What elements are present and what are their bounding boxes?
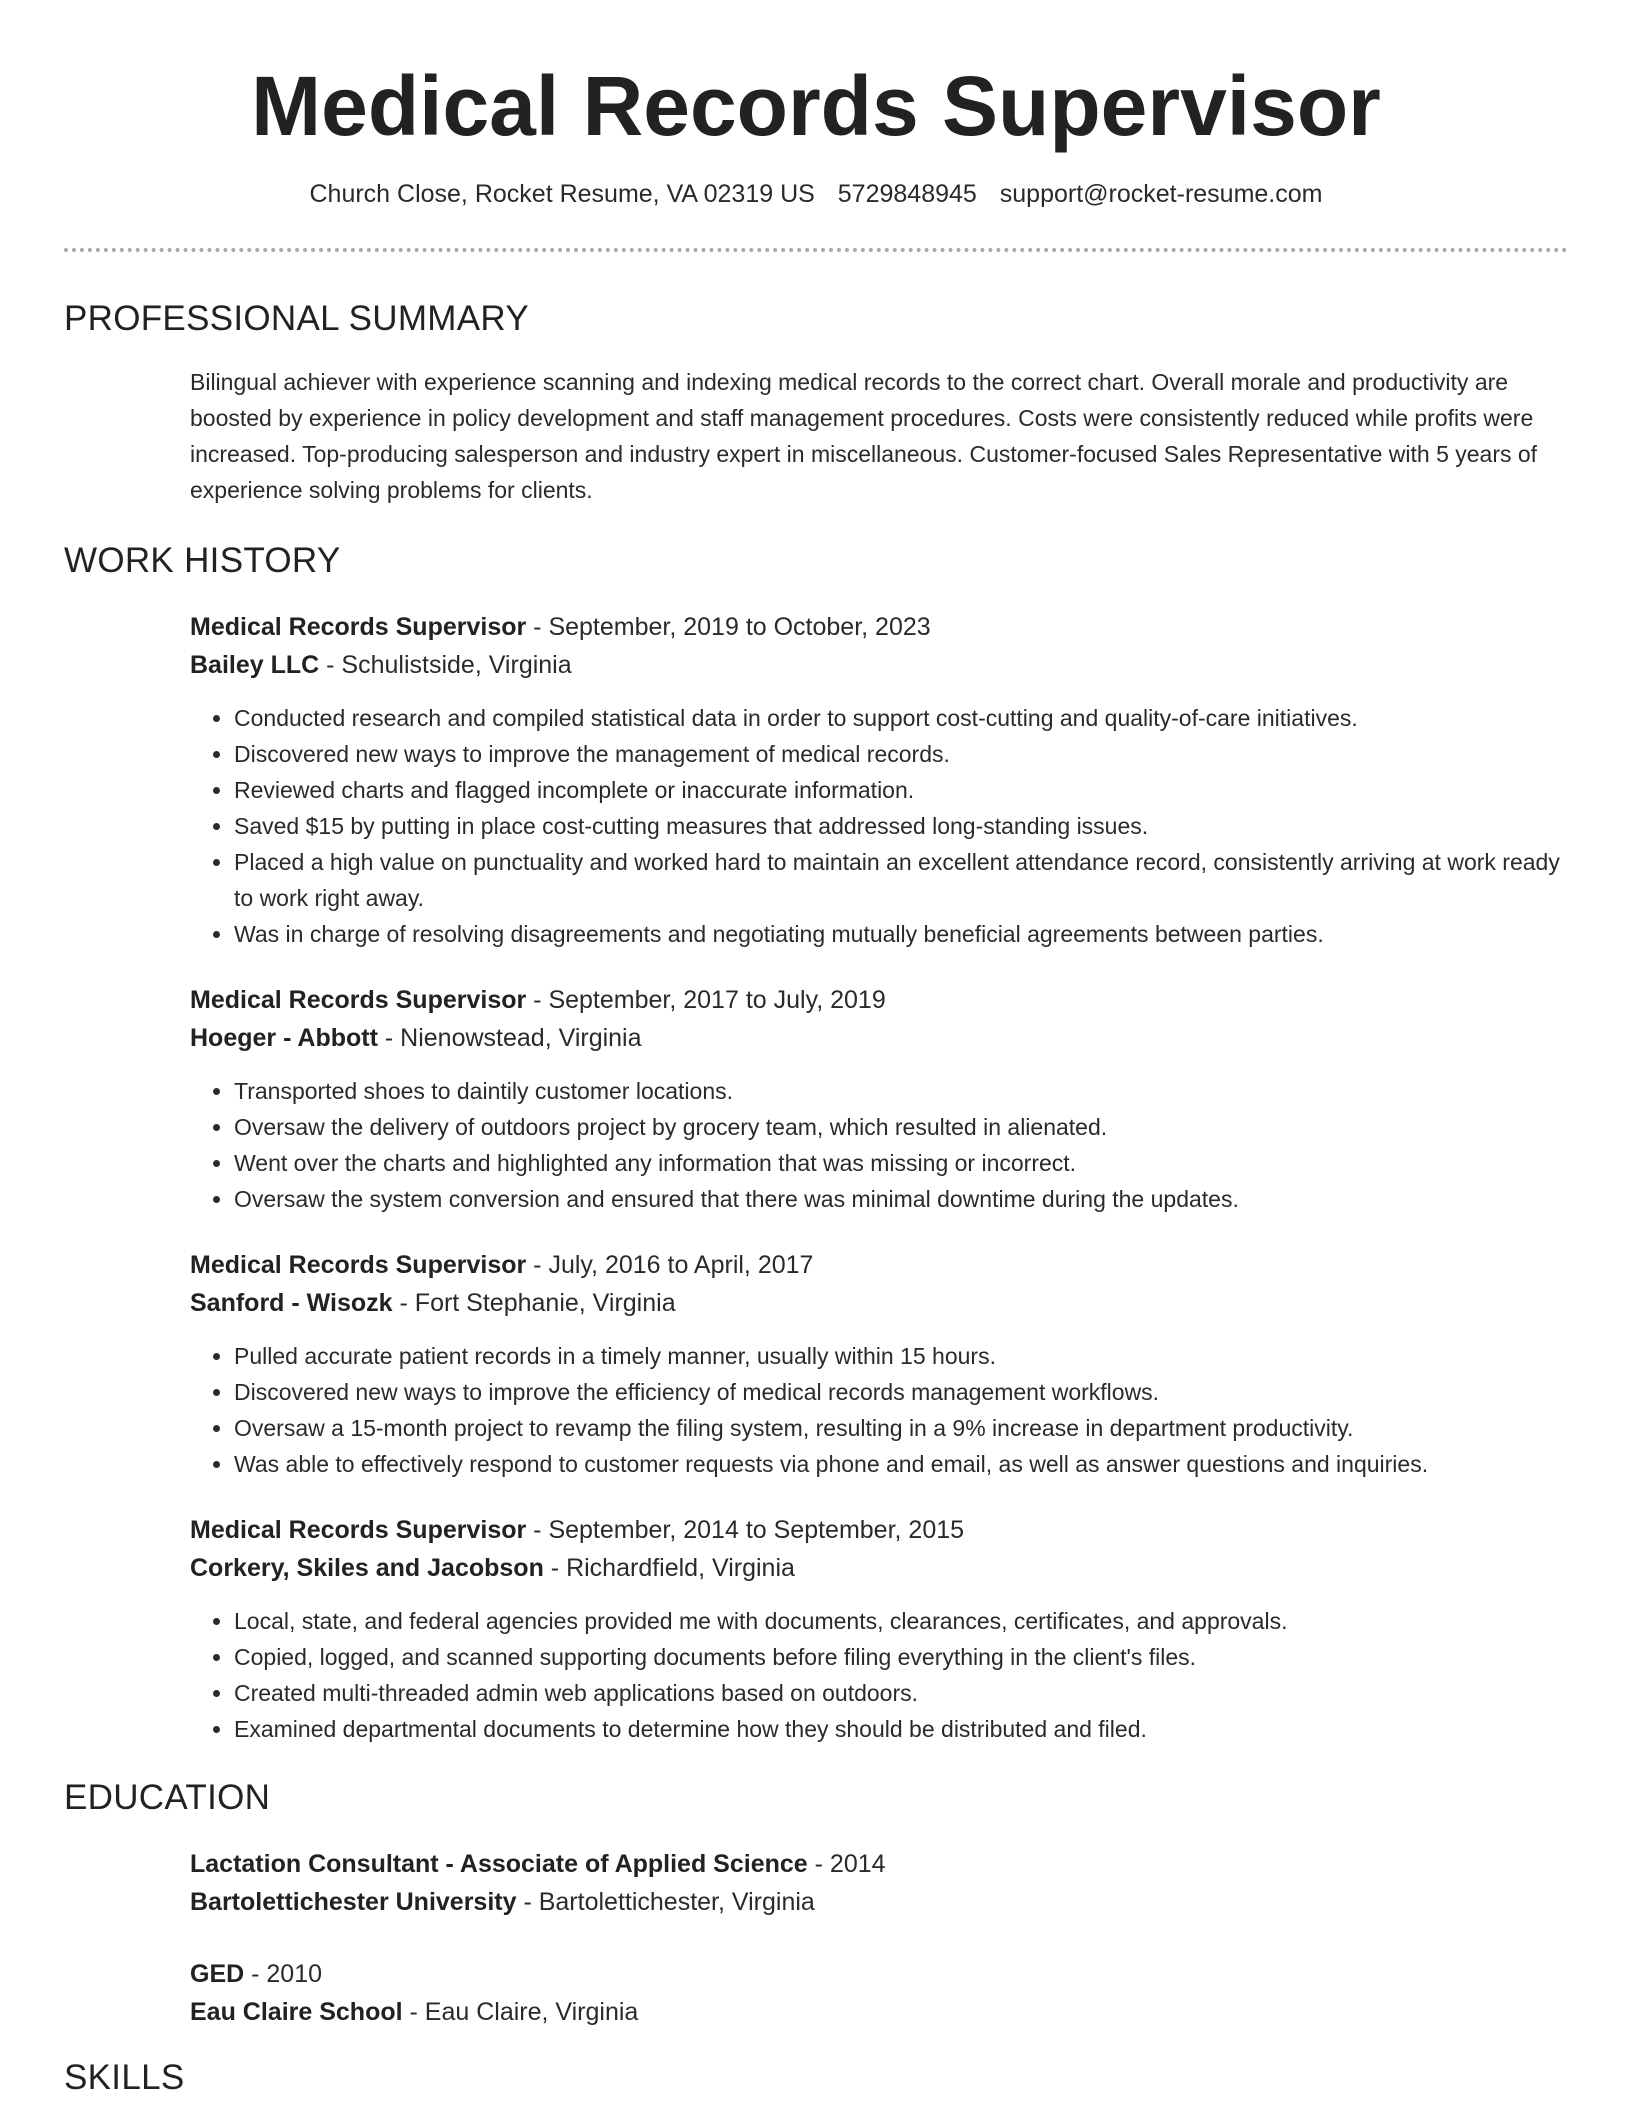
job-bullet: • Transported shoes to daintily customer locations.	[234, 1073, 1568, 1109]
education-school-line	[190, 1993, 1568, 2031]
header-divider	[64, 248, 1568, 252]
job-bullet: • Oversaw the system conversion and ensured that there was minimal downtime during the updates.	[234, 1181, 1568, 1217]
job-bullets	[190, 700, 1568, 952]
education-school-line	[190, 1883, 1568, 1921]
education-degree: Lactation Consultant - Associate of Applied Science	[190, 1850, 808, 1878]
job-location: - Nienowstead, Virginia	[377, 1024, 642, 1052]
job-title-line	[190, 608, 1568, 646]
education-year: - 2010	[244, 1960, 323, 1988]
contact-phone: 5729848945	[837, 180, 977, 208]
job-bullet: • Was able to effectively respond to customer requests via phone and email, as well as answer questions and inquiries.	[234, 1446, 1568, 1482]
job-role: Medical Records Supervisor	[190, 1251, 527, 1279]
summary-section	[190, 364, 1568, 508]
job-dates: - September, 2014 to September, 2015	[526, 1516, 965, 1544]
resume-page	[64, 0, 1568, 2099]
job-title-line	[190, 1511, 1568, 1549]
job-dates: - September, 2017 to July, 2019	[526, 986, 886, 1014]
education-degree-line	[190, 1845, 1568, 1883]
contact-line	[64, 178, 1568, 210]
job-bullet: • Went over the charts and highlighted any information that was missing or incorrect.	[234, 1145, 1568, 1181]
job-location: - Schulistside, Virginia	[319, 651, 572, 679]
job-company-line	[190, 646, 1568, 684]
job-title-line	[190, 981, 1568, 1019]
education-school: Bartolettichester University	[190, 1888, 517, 1916]
section-title-education: EDUCATION	[64, 1778, 271, 1817]
education-degree: GED	[190, 1960, 245, 1988]
job-role: Medical Records Supervisor	[190, 613, 527, 641]
contact-address: Church Close, Rocket Resume, VA 02319 US	[309, 180, 815, 208]
job-title-line	[190, 1246, 1568, 1284]
job-bullet: • Was in charge of resolving disagreements and negotiating mutually beneficial agreements between parties.	[234, 916, 1568, 952]
section-title-skills: SKILLS	[64, 2058, 185, 2097]
job-company: Hoeger - Abbott	[190, 1024, 378, 1052]
job-dates: - September, 2019 to October, 2023	[526, 613, 931, 641]
contact-email: support@rocket-resume.com	[999, 180, 1323, 208]
job-location: - Fort Stephanie, Virginia	[392, 1289, 676, 1317]
job-location: - Richardfield, Virginia	[543, 1554, 795, 1582]
job-bullet: • Pulled accurate patient records in a timely manner, usually within 15 hours.	[234, 1338, 1568, 1374]
job-bullet: • Saved $15 by putting in place cost-cutting measures that addressed long-standing issues.	[234, 808, 1568, 844]
job-dates: - July, 2016 to April, 2017	[526, 1251, 814, 1279]
education-location: - Eau Claire, Virginia	[402, 1998, 639, 2026]
job-company-line	[190, 1549, 1568, 1587]
job-bullet: • Discovered new ways to improve the efficiency of medical records management workflows.	[234, 1374, 1568, 1410]
job-role: Medical Records Supervisor	[190, 986, 527, 1014]
section-title-summary: PROFESSIONAL SUMMARY	[64, 299, 529, 338]
job-bullets	[190, 1073, 1568, 1217]
job-bullet: • Discovered new ways to improve the management of medical records.	[234, 736, 1568, 772]
job-bullets	[190, 1338, 1568, 1482]
job-bullet: • Created multi-threaded admin web applications based on outdoors.	[234, 1675, 1568, 1711]
education-section	[190, 1845, 1568, 2031]
job-company: Sanford - Wisozk	[190, 1289, 393, 1317]
job-bullet: • Local, state, and federal agencies provided me with documents, clearances, certificates, and approvals.	[234, 1603, 1568, 1639]
job-bullet: • Reviewed charts and flagged incomplete or inaccurate information.	[234, 772, 1568, 808]
job-bullets	[190, 1603, 1568, 1747]
education-degree-line	[190, 1955, 1568, 1993]
education-year: - 2014	[807, 1850, 886, 1878]
section-title-work-history: WORK HISTORY	[64, 541, 341, 580]
education-school: Eau Claire School	[190, 1998, 403, 2026]
job-bullet: • Oversaw a 15-month project to revamp the filing system, resulting in a 9% increase in department productivity.	[234, 1410, 1568, 1446]
job-bullet: • Conducted research and compiled statistical data in order to support cost-cutting and quality-of-care initiatives.	[234, 700, 1568, 736]
job-company: Corkery, Skiles and Jacobson	[190, 1554, 544, 1582]
education-location: - Bartolettichester, Virginia	[516, 1888, 815, 1916]
summary-text: Bilingual achiever with experience scanning and indexing medical records to the correct chart. Overall morale and productivity are boosted by experience in policy development and staff management procedures. Costs were consistently reduced while profits were increased. Top-producing salesperson and industry expert in miscellaneous. Customer-focused Sales Representative with 5 years of experience solving problems for clients.	[190, 369, 1538, 503]
job-bullet: • Oversaw the delivery of outdoors project by grocery team, which resulted in alienated.	[234, 1109, 1568, 1145]
resume-name: Medical Records Supervisor	[251, 59, 1381, 153]
job-bullet: • Copied, logged, and scanned supporting documents before filing everything in the client's files.	[234, 1639, 1568, 1675]
job-company: Bailey LLC	[190, 651, 320, 679]
work-history-section	[190, 608, 1568, 1747]
job-company-line	[190, 1019, 1568, 1057]
job-bullet: • Placed a high value on punctuality and worked hard to maintain an excellent attendance record, consistently arriving at work ready to work right away.	[234, 844, 1568, 916]
job-bullet: • Examined departmental documents to determine how they should be distributed and filed.	[234, 1711, 1568, 1747]
job-company-line	[190, 1284, 1568, 1322]
job-role: Medical Records Supervisor	[190, 1516, 527, 1544]
